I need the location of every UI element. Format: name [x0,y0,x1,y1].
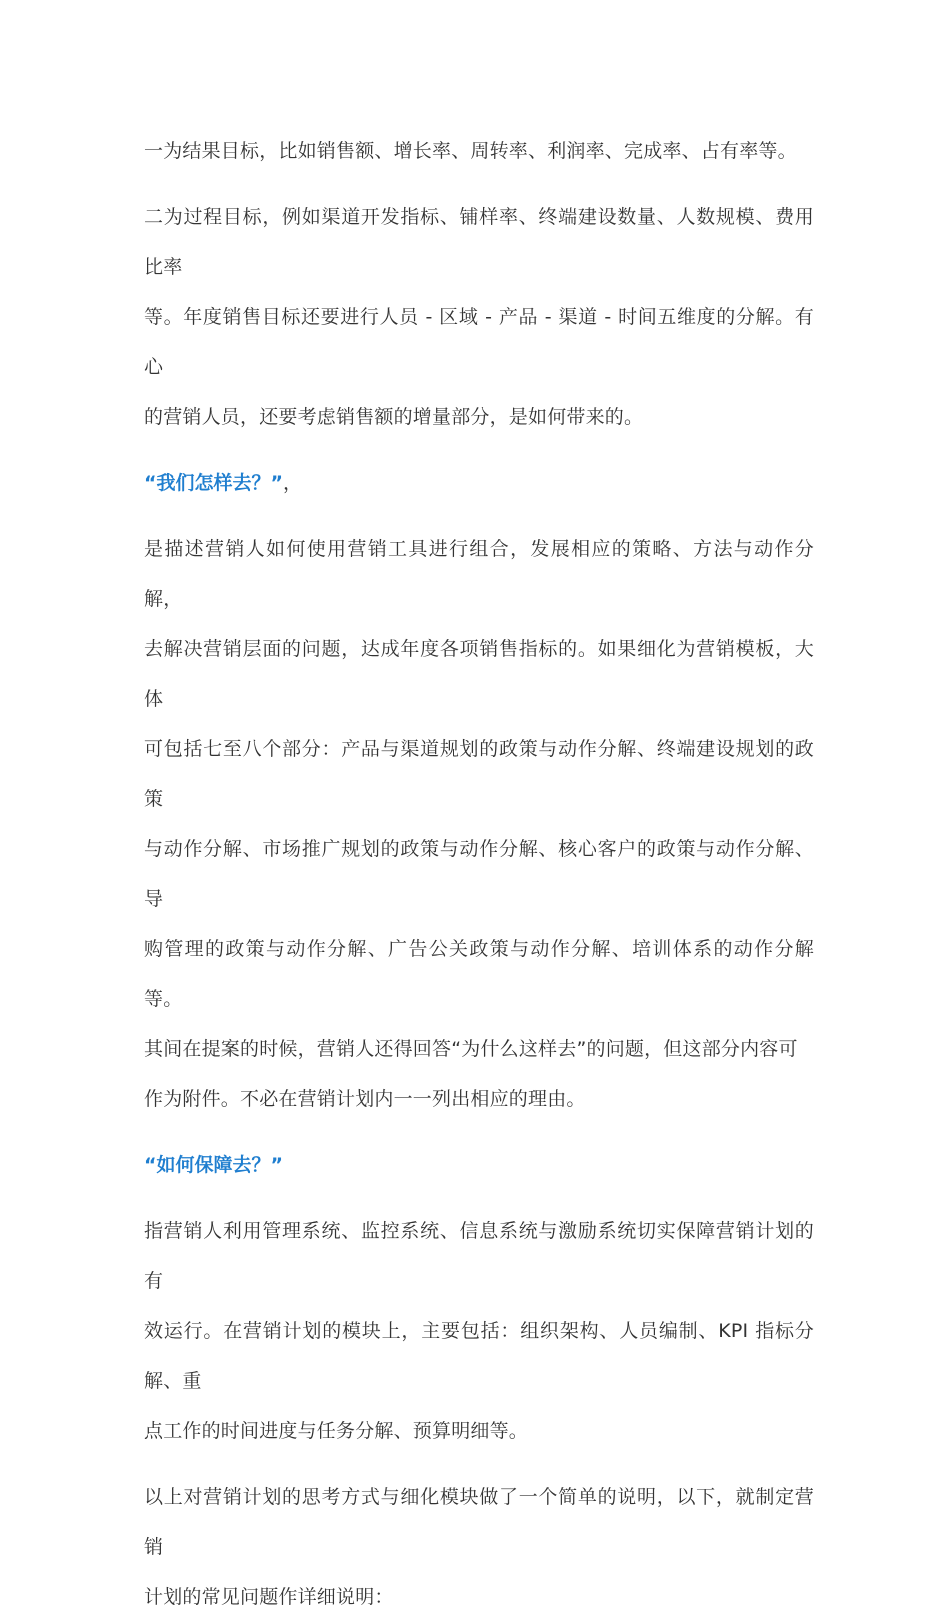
line: 的营销人员，还要考虑销售额的增量部分，是如何带来的。 [144,406,644,428]
section-heading-how-to-ensure [144,1140,814,1190]
paragraph-assurance [144,1206,814,1456]
line: 点工作的时间进度与任务分解、预算明细等。 [144,1420,529,1442]
line: 购管理的政策与动作分解、广告公关政策与动作分解、培训体系的动作分解等。 [144,938,814,1010]
line: 与动作分解、市场推广规划的政策与动作分解、核心客户的政策与动作分解、导 [144,838,814,910]
line: 其间在提案的时候，营销人还得回答“为什么这样去”的问题，但这部分内容可 [144,1038,798,1060]
heading-text: “我们怎样去？” [144,472,283,494]
line: 效运行。在营销计划的模块上，主要包括：组织架构、人员编制、KPI 指标分解、重 [144,1320,814,1392]
paragraph-summary [144,1472,814,1622]
line: 去解决营销层面的问题，达成年度各项销售指标的。如果细化为营销模板，大体 [144,638,814,710]
line: 作为附件。不必在营销计划内一一列出相应的理由。 [144,1088,586,1110]
line: 指营销人利用管理系统、监控系统、信息系统与激励系统切实保障营销计划的有 [144,1220,814,1292]
heading-text: “如何保障去？” [144,1154,283,1176]
line: 以上对营销计划的思考方式与细化模块做了一个简单的说明，以下，就制定营销 [144,1486,814,1558]
line: 是描述营销人如何使用营销工具进行组合，发展相应的策略、方法与动作分解， [144,538,814,610]
line: 二为过程目标，例如渠道开发指标、铺样率、终端建设数量、人数规模、费用比率 [144,206,814,278]
line: 计划的常见问题作详细说明： [144,1586,394,1608]
heading-punctuation: ， [282,472,302,494]
paragraph-strategy [144,524,814,1124]
line: 等。年度销售目标还要进行人员 - 区域 - 产品 - 渠道 - 时间五维度的分解。有心 [144,306,814,378]
line: 一为结果目标，比如销售额、增长率、周转率、利润率、完成率、占有率等。 [144,140,797,162]
section-heading-how-to-go [144,458,814,508]
document-body [144,126,814,1622]
paragraph-process-goals [144,192,814,442]
line: 可包括七至八个部分：产品与渠道规划的政策与动作分解、终端建设规划的政策 [144,738,814,810]
paragraph-result-goals [144,126,814,176]
